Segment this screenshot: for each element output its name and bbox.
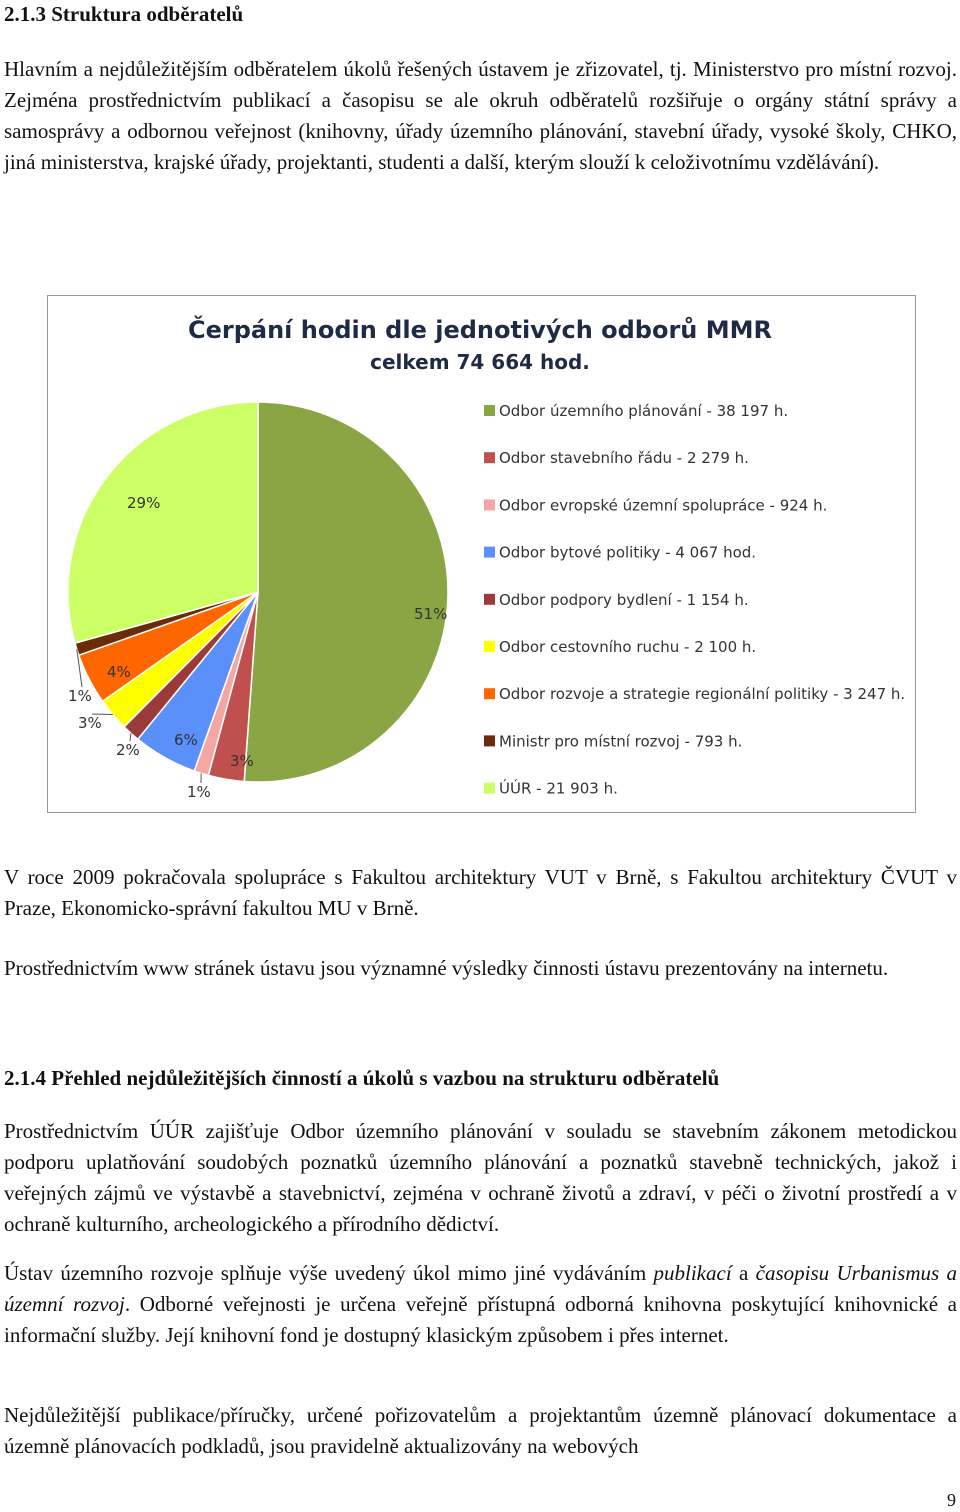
paragraph-metodika: Prostřednictvím ÚÚR zajišťuje Odbor územního plánování v souladu se stavebním zákonem metodickou podporu uplatňování soudobých poznatků územního plánování a poznatků stavebně technických, jakož i veřejných zájmů ve výstavbě a stavebnictví, zejména v ochraně životů a zdraví, v péči o životní prostředí a v ochraně kulturního, archeologického a přírodního dědictví. (4, 1119, 957, 1236)
legend-swatch (484, 547, 495, 558)
legend-swatch (484, 499, 495, 510)
page-number: 9 (947, 1490, 956, 1510)
legend-swatch (484, 783, 495, 794)
legend-swatch (484, 641, 495, 652)
chart-title: Čerpání hodin dle jednotivých odborů MMR (187, 316, 773, 344)
legend-label: Odbor bytové politiky - 4 067 hod. (499, 543, 757, 562)
paragraph-www: Prostřednictvím www stránek ústavu jsou významné výsledky činnosti ústavu prezentovány na internetu. (4, 956, 889, 980)
legend-label: Odbor podpory bydlení - 1 154 h. (499, 590, 749, 609)
pie-chart (47, 295, 916, 813)
text-run: a (731, 1261, 756, 1285)
text-run: Ústav územního rozvoje splňuje výše uvedený úkol mimo jiné vydáváním (4, 1261, 654, 1285)
legend-label: Odbor rozvoje a strategie regionální politiky - 3 247 h. (499, 685, 906, 704)
legend-swatch (484, 688, 495, 699)
slice-label: 29% (127, 494, 161, 512)
text-run: . Odborné veřejnosti je určena veřejně přístupná odborná knihovna poskytující knihovnické a informační služby. Její knihovní fond je dostupný klasickým způsobem i přes internet. (4, 1292, 958, 1347)
slice-label: 3% (230, 752, 254, 770)
legend-swatch (484, 735, 495, 746)
legend-swatch (484, 594, 495, 605)
section-heading-213: 2.1.3 Struktura odběratelů (4, 2, 244, 26)
legend-label: ÚÚR - 21 903 h. (499, 779, 618, 798)
paragraph-publikace (4, 1258, 957, 1351)
pie-chart-svg (48, 296, 915, 812)
chart-subtitle: celkem 74 664 hod. (370, 350, 590, 374)
text-italic-publikaci: publikací (653, 1261, 732, 1285)
slice-label: 4% (107, 663, 131, 681)
slice-label: 51% (414, 605, 448, 623)
slice-label: 3% (78, 714, 102, 732)
slice-label: 1% (187, 783, 211, 801)
legend-label: Odbor cestovního ruchu - 2 100 h. (499, 638, 757, 656)
slice-label: 2% (116, 741, 140, 759)
legend-swatch (484, 452, 495, 463)
paragraph-prirucky: Nejdůležitější publikace/příručky, určené pořizovatelům a projektantům územně plánovací dokumentace a územně plánovacích podkladů, jsou pravidelně aktualizovány na webových (4, 1403, 957, 1458)
slice-label: 1% (68, 687, 92, 705)
legend-label: Odbor územního plánování - 38 197 h. (499, 402, 789, 420)
section-heading-214: 2.1.4 Přehled nejdůležitějších činností a úkolů s vazbou na strukturu odběratelů (4, 1066, 720, 1090)
legend-label: Odbor stavebního řádu - 2 279 h. (499, 449, 749, 468)
slice-label: 6% (174, 731, 198, 749)
legend-label: Odbor evropské územní spolupráce - 924 h. (499, 496, 828, 515)
text-italic-casopis: časopisu Urbanismus a územní rozvoj (4, 1261, 957, 1316)
legend-swatch (484, 405, 495, 416)
legend-label: Ministr pro místní rozvoj - 793 h. (499, 732, 743, 751)
pie-slice (244, 402, 448, 782)
leader-line (130, 733, 131, 741)
paragraph-spoluprace: V roce 2009 pokračovala spolupráce s Fakultou architektury VUT v Brně, s Fakultou architektury ČVUT v Praze, Ekonomicko-správní fakultou MU v Brně. (4, 865, 957, 920)
paragraph-odberatele: Hlavním a nejdůležitějším odběratelem úkolů řešených ústavem je zřizovatel, tj. Ministerstvo pro místní rozvoj. Zejména prostřednictvím publikací a časopisu se ale okruh odběratelů rozšiřuje o orgány státní správy a samosprávy a odbornou veřejnost (knihovny, úřady územního plánování, stavební úřady, vysoké školy, CHKO, jiná ministerstva, krajské úřady, projektanti, studenti a další, kterým slouží k celoživotnímu vzdělávání). (4, 57, 957, 174)
